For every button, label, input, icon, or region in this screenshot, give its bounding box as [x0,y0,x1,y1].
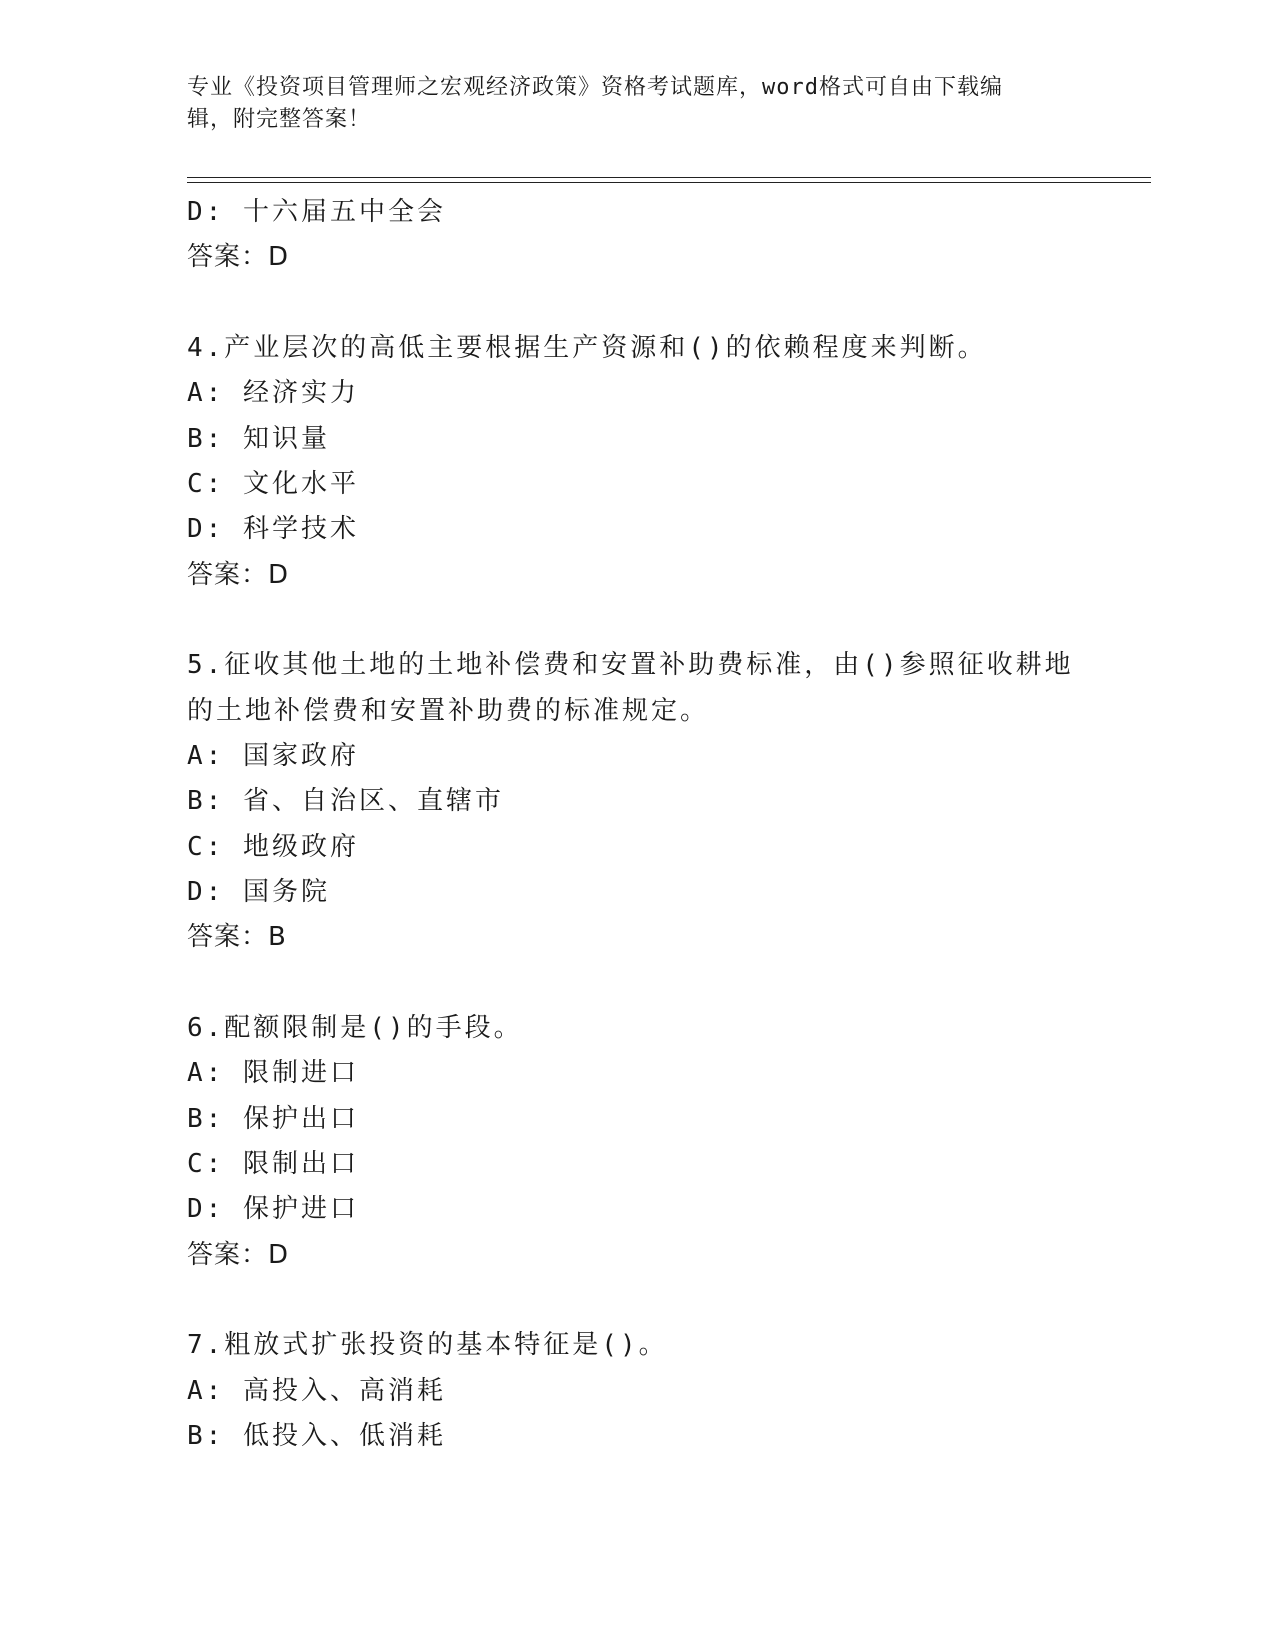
question-5 [187,643,1107,961]
option-d: D: 保护进口 [187,1194,359,1225]
option-b: B: 省、自治区、直辖市 [187,786,504,817]
option-b: B: 知识量 [187,423,330,454]
header-rule-top [187,177,1151,178]
option-a: A: 限制进口 [187,1058,359,1089]
option-d: D: 国务院 [187,877,330,908]
option-c: C: 地级政府 [187,831,359,862]
answer-line: 答案：D [187,1239,290,1270]
option-a: A: 国家政府 [187,740,359,771]
header-line-2: 辑，附完整答案！ [187,107,372,132]
question-stem: 6.配额限制是()的手段。 [187,1012,523,1043]
header-line-1: 专业《投资项目管理师之宏观经济政策》资格考试题库，word格式可自由下载编 [187,75,1003,100]
question-4 [187,326,1107,598]
option-c: C: 限制出口 [187,1149,359,1180]
option-b: B: 低投入、低消耗 [187,1420,446,1451]
answer-line: 答案：B [187,922,287,953]
option-a: A: 经济实力 [187,378,359,409]
question-spacer [187,1278,1107,1323]
question-spacer [187,961,1107,1006]
header-rule-bottom [187,182,1151,183]
page-header [187,72,1067,136]
question-stem: 7.粗放式扩张投资的基本特征是()。 [187,1330,668,1361]
question-stem: 4.产业层次的高低主要根据生产资源和()的依赖程度来判断。 [187,332,987,363]
answer-line: 答案：D [187,559,290,590]
option-c: C: 文化水平 [187,468,359,499]
option-b: B: 保护出口 [187,1103,359,1134]
option-a: A: 高投入、高消耗 [187,1375,446,1406]
option-d: D: 科学技术 [187,514,359,545]
question-stem: 5.征收其他土地的土地补偿费和安置补助费标准，由()参照征收耕地 [187,650,1074,681]
answer-line: 答案：D [187,242,290,273]
question-list [187,190,1107,1459]
question-spacer [187,281,1107,326]
question-7 [187,1323,1107,1459]
question-stem-continued: 的土地补偿费和安置补助费的标准规定。 [187,695,710,726]
question-spacer [187,598,1107,643]
question-6 [187,1006,1107,1278]
option-d: D: 十六届五中全会 [187,197,446,227]
